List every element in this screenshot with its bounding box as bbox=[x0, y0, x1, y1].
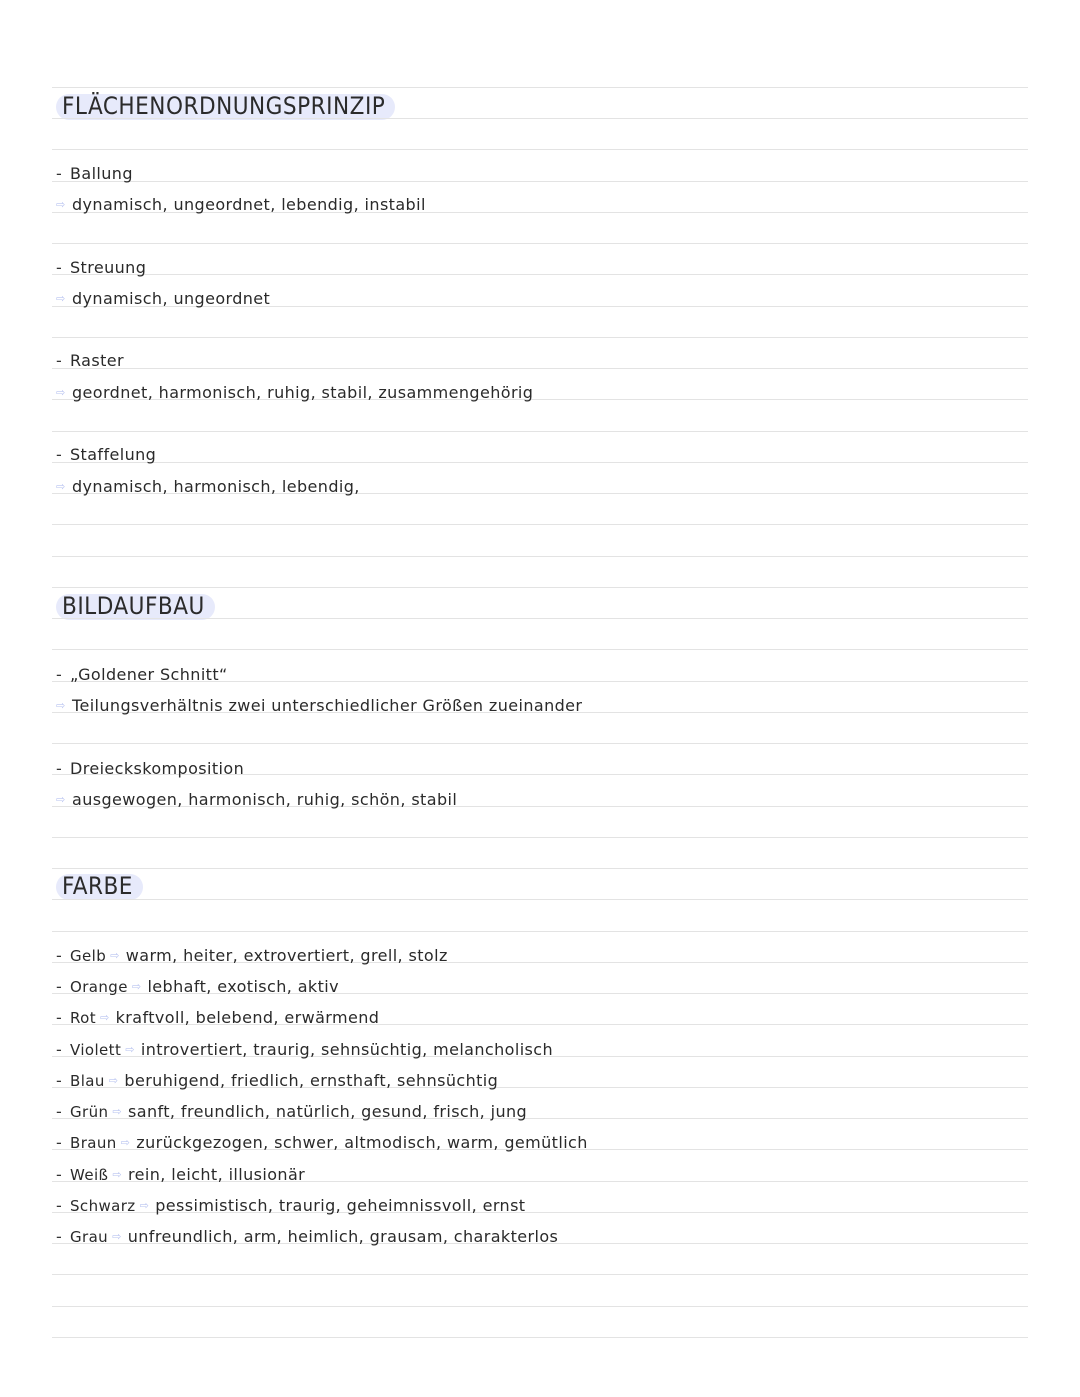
dash-bullet: - bbox=[56, 445, 63, 464]
dash-bullet: - bbox=[56, 1133, 63, 1152]
list-item bbox=[56, 665, 228, 685]
heading-text: FARBE bbox=[62, 872, 133, 900]
heading-highlight bbox=[56, 90, 395, 122]
rule-line bbox=[52, 1306, 1028, 1307]
dash-bullet: - bbox=[56, 1227, 63, 1246]
arrow-icon: ⇨ bbox=[120, 1136, 131, 1149]
color-name: Schwarz bbox=[70, 1197, 136, 1215]
color-name: Gelb bbox=[70, 947, 107, 965]
list-item bbox=[56, 477, 360, 497]
list-item bbox=[56, 1008, 379, 1028]
heading-flaechenordnungsprinzip bbox=[56, 90, 395, 122]
list-item bbox=[56, 445, 156, 465]
color-name: Blau bbox=[70, 1072, 105, 1090]
rule-line bbox=[52, 649, 1028, 650]
item-desc: Teilungsverhältnis zwei unterschiedlicher Größen zueinander bbox=[72, 696, 583, 715]
rule-line bbox=[52, 556, 1028, 557]
rule-line bbox=[52, 243, 1028, 244]
list-item bbox=[56, 258, 146, 278]
color-desc: pessimistisch, traurig, geheimnissvoll, ernst bbox=[155, 1196, 526, 1215]
item-name: Staffelung bbox=[70, 445, 157, 464]
color-name: Orange bbox=[70, 978, 128, 996]
item-desc: dynamisch, harmonisch, lebendig, bbox=[72, 477, 360, 496]
rule-line bbox=[52, 899, 1028, 900]
arrow-icon: ⇨ bbox=[56, 480, 66, 493]
rule-line bbox=[52, 1337, 1028, 1338]
dash-bullet: - bbox=[56, 1102, 63, 1121]
rule-line bbox=[52, 431, 1028, 432]
list-item bbox=[56, 383, 533, 403]
color-desc: beruhigend, friedlich, ernsthaft, sehnsüchtig bbox=[124, 1071, 499, 1090]
color-desc: unfreundlich, arm, heimlich, grausam, charakterlos bbox=[127, 1227, 559, 1246]
list-item bbox=[56, 790, 457, 810]
arrow-icon: ⇨ bbox=[112, 1168, 123, 1181]
arrow-icon: ⇨ bbox=[56, 198, 66, 211]
heading-farbe bbox=[56, 870, 143, 902]
list-item bbox=[56, 1227, 558, 1247]
rule-line bbox=[52, 462, 1028, 463]
color-name: Rot bbox=[70, 1009, 97, 1027]
heading-text: BILDAUFBAU bbox=[62, 592, 205, 620]
arrow-icon: ⇨ bbox=[125, 1043, 135, 1056]
arrow-icon: ⇨ bbox=[56, 292, 66, 305]
list-item bbox=[56, 1040, 553, 1060]
list-item bbox=[56, 1196, 525, 1216]
list-item bbox=[56, 1071, 498, 1091]
list-item bbox=[56, 1133, 588, 1153]
dash-bullet: - bbox=[56, 946, 63, 965]
rule-line bbox=[52, 337, 1028, 338]
rule-line bbox=[52, 743, 1028, 744]
list-item bbox=[56, 289, 270, 309]
color-name: Violett bbox=[70, 1041, 122, 1059]
arrow-icon: ⇨ bbox=[112, 1230, 122, 1243]
item-desc: ausgewogen, harmonisch, ruhig, schön, stabil bbox=[72, 790, 458, 809]
list-item bbox=[56, 977, 339, 997]
dash-bullet: - bbox=[56, 1008, 63, 1027]
list-item bbox=[56, 1165, 305, 1185]
color-name: Weiß bbox=[70, 1166, 109, 1184]
rule-line bbox=[52, 837, 1028, 838]
arrow-icon: ⇨ bbox=[112, 1105, 123, 1118]
item-desc: dynamisch, ungeordnet, lebendig, instabil bbox=[72, 195, 426, 214]
arrow-icon: ⇨ bbox=[100, 1011, 110, 1024]
heading-highlight bbox=[56, 870, 143, 902]
dash-bullet: - bbox=[56, 665, 63, 684]
list-item bbox=[56, 696, 582, 716]
color-desc: rein, leicht, illusionär bbox=[128, 1165, 306, 1184]
dash-bullet: - bbox=[56, 1165, 63, 1184]
dash-bullet: - bbox=[56, 1196, 63, 1215]
color-desc: warm, heiter, extrovertiert, grell, stolz bbox=[125, 946, 448, 965]
list-item bbox=[56, 164, 133, 184]
dash-bullet: - bbox=[56, 977, 63, 996]
arrow-icon: ⇨ bbox=[56, 793, 66, 806]
color-desc: introvertiert, traurig, sehnsüchtig, melancholisch bbox=[140, 1040, 554, 1059]
item-name: „Goldener Schnitt“ bbox=[70, 665, 228, 684]
color-desc: lebhaft, exotisch, aktiv bbox=[147, 977, 339, 996]
list-item bbox=[56, 195, 426, 215]
list-item bbox=[56, 351, 124, 371]
rule-line bbox=[52, 181, 1028, 182]
arrow-icon: ⇨ bbox=[131, 980, 142, 993]
color-name: Grau bbox=[70, 1228, 109, 1246]
list-item bbox=[56, 1102, 527, 1122]
heading-bildaufbau bbox=[56, 590, 215, 622]
dash-bullet: - bbox=[56, 164, 63, 183]
color-name: Braun bbox=[70, 1134, 117, 1152]
item-name: Ballung bbox=[70, 164, 133, 183]
heading-highlight bbox=[56, 590, 215, 622]
item-desc: dynamisch, ungeordnet bbox=[72, 289, 271, 308]
dash-bullet: - bbox=[56, 759, 63, 778]
color-desc: kraftvoll, belebend, erwärmend bbox=[115, 1008, 380, 1027]
rule-line bbox=[52, 149, 1028, 150]
arrow-icon: ⇨ bbox=[56, 386, 66, 399]
dash-bullet: - bbox=[56, 258, 63, 277]
item-desc: geordnet, harmonisch, ruhig, stabil, zusammengehörig bbox=[72, 383, 534, 402]
item-name: Dreieckskomposition bbox=[70, 759, 245, 778]
arrow-icon: ⇨ bbox=[108, 1074, 119, 1087]
dash-bullet: - bbox=[56, 1040, 63, 1059]
arrow-icon: ⇨ bbox=[139, 1199, 150, 1212]
arrow-icon: ⇨ bbox=[56, 699, 66, 712]
rule-line bbox=[52, 274, 1028, 275]
color-desc: sanft, freundlich, natürlich, gesund, frisch, jung bbox=[128, 1102, 528, 1121]
dash-bullet: - bbox=[56, 351, 63, 370]
rule-line bbox=[52, 87, 1028, 88]
color-name: Grün bbox=[70, 1103, 109, 1121]
rule-line bbox=[52, 1274, 1028, 1275]
heading-text: FLÄCHENORDNUNGSPRINZIP bbox=[62, 92, 386, 120]
list-item bbox=[56, 946, 448, 966]
rule-line bbox=[52, 368, 1028, 369]
rule-line bbox=[52, 931, 1028, 932]
color-desc: zurückgezogen, schwer, altmodisch, warm, gemütlich bbox=[136, 1133, 588, 1152]
arrow-icon: ⇨ bbox=[110, 949, 120, 962]
dash-bullet: - bbox=[56, 1071, 63, 1090]
rule-line bbox=[52, 868, 1028, 869]
rule-line bbox=[52, 524, 1028, 525]
list-item bbox=[56, 759, 244, 779]
item-name: Streuung bbox=[70, 258, 147, 277]
item-name: Raster bbox=[70, 351, 125, 370]
rule-line bbox=[52, 587, 1028, 588]
